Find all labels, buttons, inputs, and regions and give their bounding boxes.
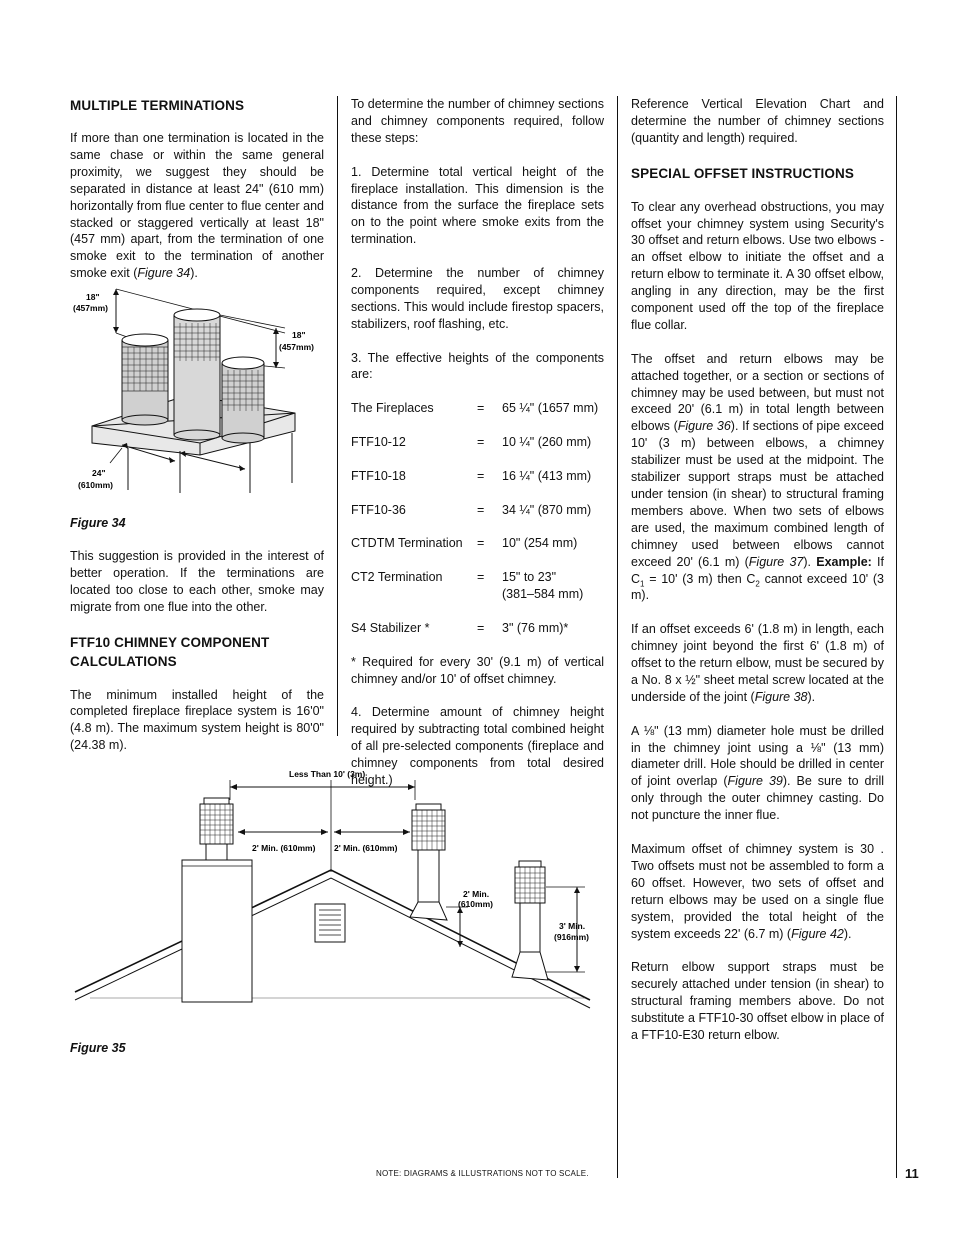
figure-35-caption: Figure 35 (70, 1041, 126, 1055)
column-middle (351, 96, 604, 806)
paragraph-suggestion: This suggestion is provided in the interest of better operation. If the terminations are located too close to each other, smoke may migrate from one flue into the other. (70, 549, 324, 614)
component-heights-table (351, 400, 604, 637)
component-name: CT2 Termination (351, 570, 443, 585)
paragraph-footnote: * Required for every 30' (9.1 m) of vertical chimney and/or 10' of offset chimney. (351, 654, 604, 686)
column-right (631, 96, 884, 1061)
paragraph-min-height: The minimum installed height of the completed fireplace fireplace system is 16'0" (4.8 m). The maximum system height is 80'0" (24.38 m). (70, 687, 324, 753)
paragraph-clear-obstructions: To clear any overhead obstructions, you may offset your chimney system using Security's 30 offset and return elbows. Use two elbows - an offset elbow to initiate the offset and a return elbow to terminate it. A 30 offset elbow, angling in any direction, may be the first component used off the top of the fireplace flue collar. (631, 199, 884, 332)
fig34-label-610: (610mm) (78, 480, 113, 490)
paragraph-reference-chart: Reference Vertical Elevation Chart and determine the number of chimney sections (quantity and length) required. (631, 97, 884, 145)
figure-reference: Figure 39 (727, 774, 783, 789)
figure-reference: Figure 42 (791, 926, 844, 941)
fig34-label-18-top: 18" (86, 292, 100, 302)
component-value: 16 ¼" (413 mm) (502, 468, 592, 483)
paragraph-determine: To determine the number of chimney sections and chimney components required, follow these steps: (351, 97, 604, 145)
component-name: CTDTM Termination (351, 536, 463, 551)
component-value: 10 ¼" (260 mm) (502, 435, 592, 450)
column-left-lower (70, 548, 324, 771)
fig35-label-min-small: 2' Min. (463, 889, 490, 899)
fig34-label-24: 24" (92, 468, 106, 478)
paragraph-drill-hole: A ⅛" (13 mm) diameter hole must be drilled in the chimney joint using a ⅛" (13 mm) diameter drill. Hole should be drilled in center of joint overlap (Figure 39). Be sure to drill only through the outer chimney casting. Do not puncture the inner flue. (631, 723, 884, 823)
figure-reference: Figure 34 (137, 266, 191, 281)
fig35-label-less-than: Less Than 10' (3m) (289, 769, 366, 779)
component-name: FTF10-18 (351, 468, 406, 483)
component-equals: = (477, 502, 485, 517)
paragraph-offset-exceeds: If an offset exceeds 6' (1.8 m) in length, each chimney joint beyond the first 6' (1.8 m) of offset to the return elbow, must be secured by a No. 8 x ½" sheet metal screw located at the underside of the joint (Figure 38). (631, 622, 884, 704)
paragraph-terminations: If more than one termination is located in the same chase or within the same general proximity, we suggest they should be separated in distance at least 24" (610 mm) horizontally from flue center to flue center and stacked or staggered vertically at least 18" (457 mm) apart, from the termination of one smoke exit to the termination of another smoke exit (Figure 34). (70, 131, 324, 281)
component-name: S4 Stabilizer * (351, 620, 430, 635)
component-equals: = (477, 435, 485, 450)
component-equals: = (477, 468, 485, 483)
component-equals: = (477, 620, 485, 635)
footer-note: NOTE: DIAGRAMS & ILLUSTRATIONS NOT TO SCALE. (376, 1169, 589, 1178)
figure-reference: Figure 36 (677, 419, 731, 434)
page-number: 11 (905, 1166, 919, 1181)
fig35-label-min-3: 3' Min. (559, 921, 586, 931)
component-row (351, 535, 604, 552)
fig35-label-min-3-mm: (916mm) (554, 932, 589, 942)
component-value: 65 ¼" (1657 mm) (502, 401, 599, 416)
component-value: 15" to 23" (381–584 mm) (502, 570, 584, 602)
figure-34-caption: Figure 34 (70, 516, 126, 530)
fig35-label-min-small-mm: (610mm) (458, 899, 493, 909)
heading-multiple-terminations: MULTIPLE TERMINATIONS (70, 98, 245, 113)
component-name: FTF10-36 (351, 502, 406, 517)
component-equals: = (477, 536, 485, 551)
paragraph-step-3: 3. The effective heights of the components are: (351, 350, 604, 382)
fig34-label-457-right: (457mm) (279, 342, 314, 352)
component-name: FTF10-12 (351, 435, 406, 450)
component-name: The Fireplaces (351, 401, 434, 416)
paragraph-step-4: 4. Determine amount of chimney height required by subtracting total combined height of all pre-selected components (fireplace and chimney components from total desired height.) (351, 705, 604, 788)
component-row (351, 502, 604, 519)
paragraph-support-straps: Return elbow support straps must be securely attached under tension (in shear) to structural framing members above. Do not substitute a FTF10-30 offset elbow in place of a FTF10-E30 return elbow. (631, 960, 884, 1042)
heading-special-offset: SPECIAL OFFSET INSTRUCTIONS (631, 165, 854, 181)
paragraph-step-2: 2. Determine the number of chimney components required, except chimney sections. This would include firestop spacers, stabilizers, roof flashing, etc. (351, 266, 604, 331)
component-equals: = (477, 401, 485, 416)
fig34-label-457-top: (457mm) (73, 303, 108, 313)
component-value: 34 ¼" (870 mm) (502, 502, 592, 517)
column-left (70, 96, 324, 299)
figure-34-illustration (70, 283, 330, 498)
component-row (351, 620, 604, 637)
column-divider-2 (617, 96, 618, 1178)
figure-reference: Figure 38 (754, 689, 808, 704)
figure-reference: Figure 37 (748, 554, 804, 569)
component-value: 3" (76 mm)* (502, 620, 569, 635)
component-row (351, 400, 604, 417)
component-row (351, 569, 604, 603)
paragraph-offset-return-elbows: The offset and return elbows may be attached together, or a section or sections of chimney may be used between, but must not exceed 20' (6.1 m) in total length between elbows (Figure 36). If sections of pipe exceed 10' (3 m) between elbows, a chimney stabilizer must be used at the midpoint. The stabilizer support straps must be attached under tension (in shear) to structural framing members above. When two sets of elbows are used, the maximum combined length of chimney used between elbows cannot exceed 20' (6.1 m) (Figure 37). Example: If $C_1 = 10'$ (3 m) then $C_2$ cannot exceed 10' (3 m). (631, 351, 885, 603)
paragraph-maximum-offset: Maximum offset of chimney system is 30 . Two offsets must not be assembled to form a 60 offset. However, two sets of offset and return elbows may be used on a single flue system, provided the total height of the system exceeds 22' (6.7 m) (Figure 42). (631, 841, 884, 941)
column-divider-1 (337, 96, 338, 736)
component-row (351, 468, 604, 485)
component-value: 10" (254 mm) (502, 536, 578, 551)
fig34-label-18-right: 18" (292, 330, 306, 340)
fig35-label-min-right: 2' Min. (610mm) (334, 843, 398, 853)
fig35-label-min-left: 2' Min. (610mm) (252, 843, 316, 853)
right-margin-rule (896, 96, 897, 1178)
component-row (351, 434, 604, 451)
paragraph-step-1: 1. Determine total vertical height of the fireplace installation. This dimension is the distance from the surface the fireplace sets on to the point where smoke exits from the termination. (351, 164, 604, 247)
component-equals: = (477, 570, 485, 585)
heading-ftf10-calculations: FTF10 CHIMNEY COMPONENT CALCULATIONS (70, 634, 270, 669)
figure-35-illustration (70, 762, 610, 1027)
